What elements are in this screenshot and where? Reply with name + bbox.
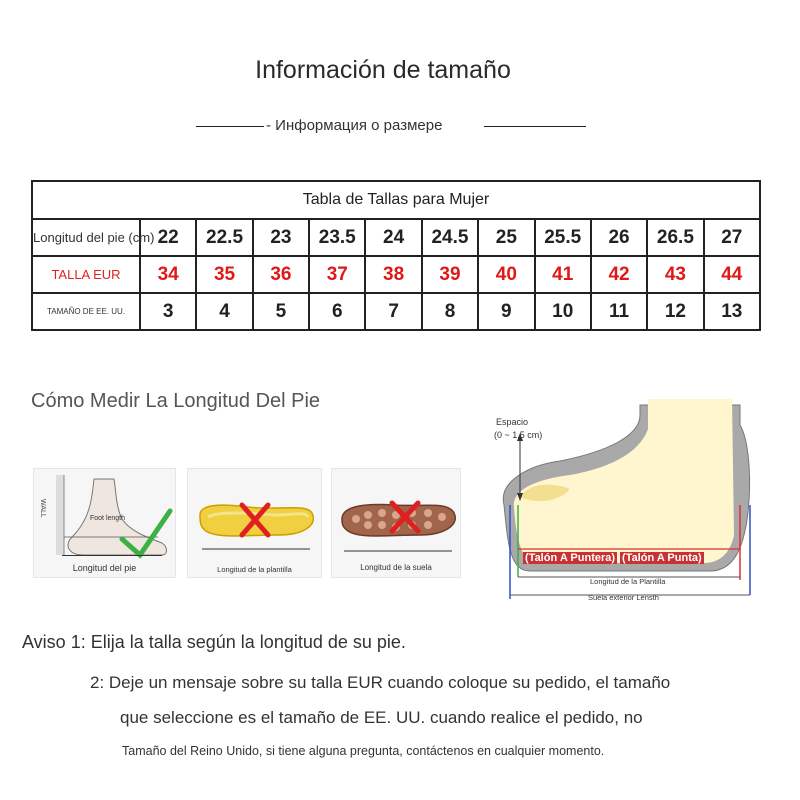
row-label-foot-length: Longitud del pie (cm) xyxy=(32,219,140,256)
subtitle-block xyxy=(196,117,586,137)
measure-heading: Cómo Medir La Longitud Del Pie xyxy=(31,390,321,412)
cell-us-size: 5 xyxy=(253,293,309,330)
cell-foot-length: 25.5 xyxy=(535,219,591,256)
cell-eur-size: 39 xyxy=(422,256,478,293)
cell-foot-length: 26.5 xyxy=(647,219,703,256)
heel-toe-label-1: (Talón A Puntera) xyxy=(525,552,616,564)
row-label-eur: TALLA EUR xyxy=(32,256,140,293)
subtitle: - Информация о размере xyxy=(266,117,443,134)
panel-insole-length xyxy=(187,468,322,578)
cell-us-size: 12 xyxy=(647,293,703,330)
cell-eur-size: 42 xyxy=(591,256,647,293)
cell-foot-length: 24 xyxy=(365,219,421,256)
note-1: Aviso 1: Elija la talla según la longitud de su pie. xyxy=(22,632,406,652)
table-row-us xyxy=(32,293,760,330)
cell-eur-size: 40 xyxy=(478,256,534,293)
cell-eur-size: 36 xyxy=(253,256,309,293)
cell-foot-length: 23.5 xyxy=(309,219,365,256)
subtitle-line-left xyxy=(196,126,264,127)
cell-eur-size: 35 xyxy=(196,256,252,293)
caption-foot-length: Longitud del pie xyxy=(72,563,137,573)
cell-foot-length: 26 xyxy=(591,219,647,256)
panel-foot-length xyxy=(33,468,176,578)
caption-insole-length: Longitud de la plantilla xyxy=(217,565,292,574)
note-3: Tamaño del Reino Unido, si tiene alguna pregunta, contáctenos en cualquier momento. xyxy=(122,744,605,758)
panel-outsole-length xyxy=(331,468,461,578)
shoe-diagram xyxy=(490,385,770,607)
cell-us-size: 9 xyxy=(478,293,534,330)
cell-eur-size: 37 xyxy=(309,256,365,293)
cell-eur-size: 41 xyxy=(535,256,591,293)
cell-us-size: 10 xyxy=(535,293,591,330)
cell-us-size: 3 xyxy=(140,293,196,330)
insole-illustration xyxy=(188,469,323,579)
size-table xyxy=(31,180,761,331)
insole-length-label: Longitud de la Plantilla xyxy=(590,577,666,586)
cell-foot-length: 27 xyxy=(704,219,760,256)
wall-label: WALL xyxy=(39,499,46,518)
caption-outsole-length: Longitud de la suela xyxy=(360,563,432,572)
space-label: Espacio xyxy=(496,417,529,427)
cell-foot-length: 22.5 xyxy=(196,219,252,256)
cell-us-size: 13 xyxy=(704,293,760,330)
outsole-length-label: Suela exterior Lensth xyxy=(588,593,659,602)
note-2-line-2: que seleccione es el tamaño de EE. UU. cuando realice el pedido, no xyxy=(120,708,643,727)
cell-foot-length: 24.5 xyxy=(422,219,478,256)
space-range: (0 ~ 1,5 cm) xyxy=(494,430,543,440)
cell-us-size: 6 xyxy=(309,293,365,330)
table-row-foot-length xyxy=(32,219,760,256)
page-title: Información de tamaño xyxy=(255,56,511,84)
foot-length-label: Foot length xyxy=(90,515,126,522)
cell-foot-length: 22 xyxy=(140,219,196,256)
cell-us-size: 7 xyxy=(365,293,421,330)
cell-eur-size: 38 xyxy=(365,256,421,293)
shoe-cross-section xyxy=(490,385,770,607)
cell-us-size: 4 xyxy=(196,293,252,330)
subtitle-line-right xyxy=(484,126,586,127)
cell-foot-length: 23 xyxy=(253,219,309,256)
cell-us-size: 11 xyxy=(591,293,647,330)
heel-toe-label-2: (Talón A Punta) xyxy=(622,552,702,564)
table-row-eur xyxy=(32,256,760,293)
cell-eur-size: 43 xyxy=(647,256,703,293)
cell-eur-size: 34 xyxy=(140,256,196,293)
cell-us-size: 8 xyxy=(422,293,478,330)
row-label-us: TAMAÑO DE EE. UU. xyxy=(32,293,140,330)
note-2-line-1: 2: Deje un mensaje sobre su talla EUR cuando coloque su pedido, el tamaño xyxy=(90,673,671,692)
table-caption: Tabla de Tallas para Mujer xyxy=(32,181,760,219)
cell-foot-length: 25 xyxy=(478,219,534,256)
cell-eur-size: 44 xyxy=(704,256,760,293)
